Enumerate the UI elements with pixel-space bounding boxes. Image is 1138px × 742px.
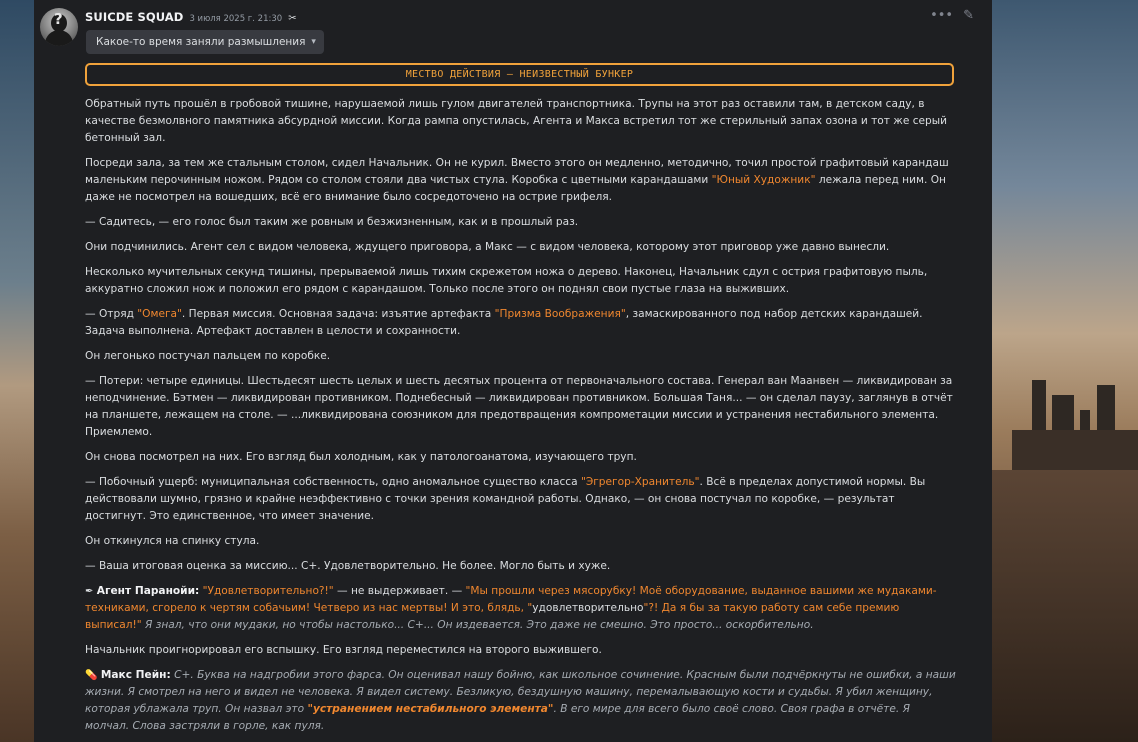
speaker-name: Макс Пейн: (100, 669, 171, 681)
paragraph: Он легонько постучал пальцем по коробке. (85, 350, 331, 362)
thinking-dropdown[interactable] (86, 30, 324, 54)
background-landscape-right (992, 0, 1138, 742)
avatar-body-shape (45, 30, 73, 46)
username[interactable]: SUICDE SQUAD (85, 10, 184, 24)
more-options-icon[interactable]: ••• (930, 8, 954, 23)
message-content (85, 96, 957, 742)
paragraph: — Потери: четыре единицы. Шестьдесят шесть целых и шесть десятых процента от первоначального состава. Генерал ван Маанвен — ликвидирован за неподчинение. Бэтмен — ликвидирован противником. Поднебесный — ликвидирован противником. Большая Таня... — он сделал паузу, заглянув в отчёт на планшете, лежащем на столе. — ...ликвидирована союзником для предотвращения компрометации миссии и устранения нестабильного элемента. Приемлемо. (85, 375, 953, 438)
highlight-quote: "Омега" (137, 308, 182, 320)
paragraph: Они подчинились. Агент сел с видом человека, ждущего приговора, а Макс — с видом человека, которому этот приговор уже давно вынесли. (85, 241, 890, 253)
highlight-quote: "Призма Воображения" (494, 308, 626, 320)
avatar[interactable] (40, 8, 78, 46)
message-panel (34, 0, 992, 742)
paragraph: Обратный путь прошёл в гробовой тишине, нарушаемой лишь гулом двигателей транспортника. Трупы на этот раз оставили там, в детском саду, в качестве безмолвного памятника абсурдной миссии. Когда рампа опустилась, Агента и Макса встретил тот же стерильный запах озона и тот же серый бетонный зал. (85, 98, 948, 144)
avatar-question-glyph: ? (54, 10, 63, 28)
pen-icon: ✒ (85, 586, 94, 597)
speaker-name: Агент Паранойи: (96, 585, 200, 597)
paragraph: Он снова посмотрел на них. Его взгляд был холодным, как у патологоанатома, изучающего труп. (85, 451, 637, 463)
pin-icon: ✂ (288, 13, 297, 24)
location-text: МЕСТВО ДЕЙСТВИЯ – НЕИЗВЕСТНЫЙ БУНКЕР (405, 69, 634, 80)
paragraph: ✒ Агент Паранойи: "Удовлетворительно?!" — не выдерживает. — "Мы прошли через мясорубку! Моё оборудование, выданное вашими же мудаками-техниками, сгорело к чертям собачьим! Четверо из нас мертвы! И это, блядь, "удовлетворительно"?! Да я бы за такую работу сам себе премию выписал!" Я знал, что они мудаки, но чтобы настолько... С+... Он издевается. Это даже не смешно. Это просто... оскорбительно. (85, 585, 937, 631)
timestamp: 3 июля 2025 г. 21:30 (189, 14, 283, 24)
paragraph: 💊 Макс Пейн: С+. Буква на надгробии этого фарса. Он оценивал нашу бойню, как школьное сочинение. Красным были подчёркнуты не ошибки, а наши жизни. Я смотрел на него и видел не человека. Я видел систему. Безликую, бездушную машину, перемалывающую кости и судьбы. Я убил женщину, которая ублажала труп. Он назвал это "устранением нестабильного элемента". В его мире для всего было своё слово. Своя графа в отчёте. Я молчал. Слова застряли в горле, как пуля. (85, 669, 956, 732)
paragraph: Начальник проигнорировал его вспышку. Его взгляд переместился на второго выжившего. (85, 644, 602, 656)
edit-icon[interactable]: ✎ (963, 8, 974, 23)
highlight-quote: "Эгрегор-Хранитель" (580, 476, 700, 488)
paragraph: — Побочный ущерб: муниципальная собственность, одно аномальное существо класса "Эгрегор-Хранитель". Всё в пределах допустимой нормы. Вы действовали шумно, грязно и крайне неэффективно с точки зрения командной работы. Однако, — он снова постучал по коробке, — результат достигнут. Это единственное, что имеет значение. (85, 476, 926, 522)
paragraph: — Ваша итоговая оценка за миссию... С+. Удовлетворительно. Не более. Могло быть и хуже. (85, 560, 611, 572)
thinking-label: Какое-то время заняли размышления (96, 36, 306, 48)
paragraph: Он откинулся на спинку стула. (85, 535, 260, 547)
paragraph: — Отряд "Омега". Первая миссия. Основная задача: изъятие артефакта "Призма Воображения", замаскированного под набор детских карандашей. Задача выполнена. Артефакт доставлен в целости и сохранности. (85, 308, 923, 337)
chevron-down-icon: ▾ (311, 37, 316, 47)
background-landscape-left (0, 0, 34, 742)
paragraph: Несколько мучительных секунд тишины, прерываемой лишь тихим скрежетом ножа о дерево. Наконец, Начальник сдул с острия графитовую пыль, аккуратно сложил нож и положил его рядом с карандашом. Только после этого он поднял свои пустые глаза на выживших. (85, 266, 928, 295)
message-header (85, 10, 297, 26)
location-banner (85, 63, 954, 86)
paragraph: — Садитесь, — его голос был таким же ровным и безжизненным, как и в прошлый раз. (85, 216, 579, 228)
highlight-quote: "Юный Художник" (711, 174, 816, 186)
paragraph: Посреди зала, за тем же стальным столом, сидел Начальник. Он не курил. Вместо этого он медленно, методично, точил простой графитовый карандаш маленьким перочинным ножом. Рядом со столом стояли два чистых стула. Коробка с цветными карандашами "Юный Художник" лежала перед ним. Он даже не посмотрел на вошедших, всё его внимание было сосредоточено на острие грифеля. (85, 157, 949, 203)
pill-icon: 💊 (85, 670, 98, 681)
message-actions (930, 8, 974, 23)
ground (992, 470, 1138, 742)
ruin-silhouette (1012, 430, 1138, 470)
